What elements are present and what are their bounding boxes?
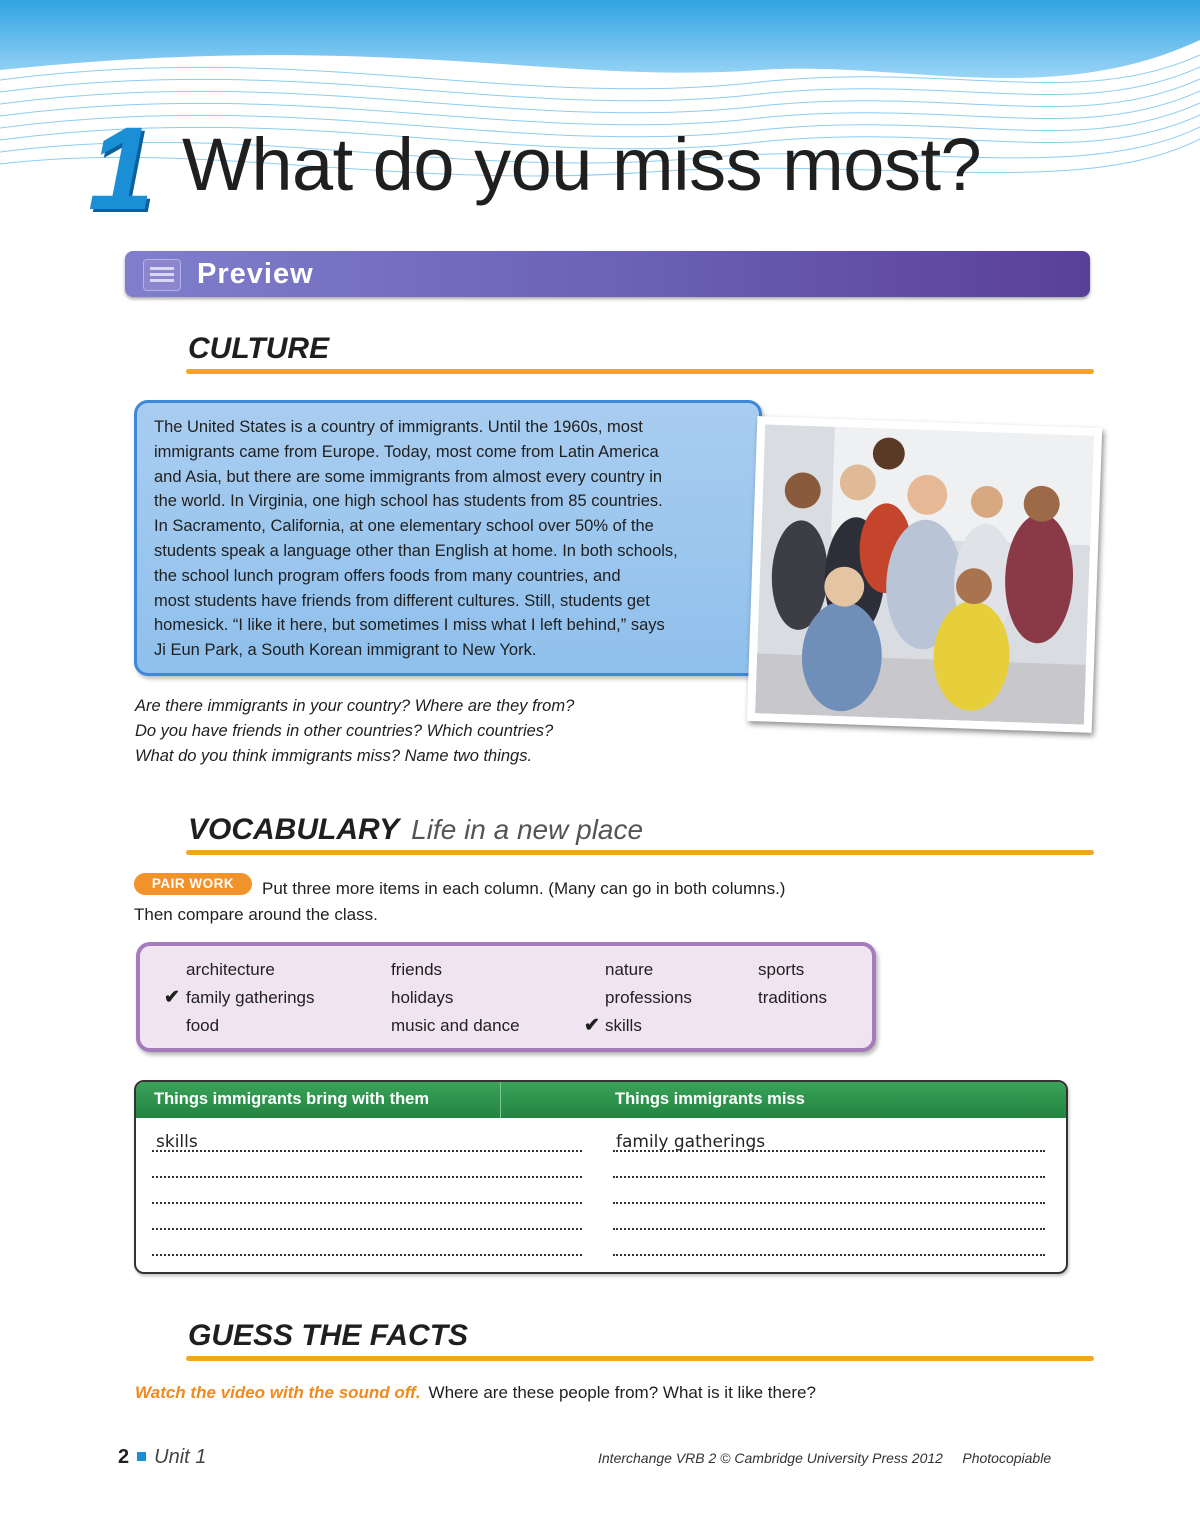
- word-item: nature: [605, 960, 654, 979]
- page-title: What do you miss most?: [182, 123, 982, 206]
- checkmark-icon: ✔: [164, 987, 180, 1008]
- word-item: food: [186, 1016, 220, 1035]
- culture-line: homesick. “I like it here, but sometimes I miss what I left behind,” says: [154, 616, 665, 635]
- culture-line: Ji Eun Park, a South Korean immigrant to New York.: [154, 641, 537, 660]
- word-item: traditions: [758, 988, 827, 1007]
- guess-rule: [186, 1356, 1094, 1361]
- write-line[interactable]: [613, 1176, 1045, 1178]
- copyright-credit: Interchange VRB 2 © Cambridge University Press 2012 Photocopiable: [598, 1450, 1052, 1466]
- write-line[interactable]: [152, 1228, 582, 1230]
- word-item: holidays: [391, 988, 454, 1007]
- culture-line: most students have friends from different cultures. Still, students get: [154, 591, 650, 610]
- word-item: architecture: [186, 960, 275, 979]
- unit-label: Unit 1: [154, 1446, 207, 1468]
- preview-banner: [125, 251, 1090, 297]
- question-line: Do you have friends in other countries? Which countries?: [135, 722, 554, 740]
- column-header-bring: Things immigrants bring with them: [154, 1090, 430, 1108]
- vocabulary-title: VOCABULARY: [188, 813, 400, 846]
- unit-number: 1: [88, 103, 154, 235]
- answer-entry: family gatherings: [616, 1132, 766, 1152]
- word-item: skills: [605, 1016, 642, 1035]
- menu-lines-icon: [143, 259, 181, 291]
- culture-line: In Sacramento, California, at one elementary school over 50% of the: [154, 517, 654, 536]
- write-line[interactable]: [152, 1254, 582, 1256]
- culture-text-box: [134, 400, 762, 676]
- vocabulary-heading: [188, 815, 643, 845]
- vocabulary-rule: [186, 850, 1094, 855]
- culture-line: immigrants came from Europe. Today, most come from Latin America: [154, 442, 659, 461]
- word-item: family gatherings: [186, 988, 315, 1007]
- culture-questions: [135, 694, 574, 769]
- culture-rule: [186, 369, 1094, 374]
- word-item: sports: [758, 960, 805, 979]
- culture-line: the school lunch program offers foods from many countries, and: [154, 566, 621, 585]
- write-line[interactable]: [152, 1176, 582, 1178]
- write-line[interactable]: [152, 1202, 582, 1204]
- word-item: professions: [605, 988, 692, 1007]
- write-line[interactable]: [613, 1150, 1045, 1152]
- question-line: Are there immigrants in your country? Where are they from?: [135, 697, 575, 715]
- column-header-miss: Things immigrants miss: [615, 1090, 805, 1108]
- culture-line: The United States is a country of immigrants. Until the 1960s, most: [154, 418, 643, 436]
- culture-line: the world. In Virginia, one high school has students from 85 countries.: [154, 492, 663, 511]
- preview-label: Preview: [197, 258, 314, 290]
- write-line[interactable]: [152, 1150, 582, 1152]
- culture-line: and Asia, but there are some immigrants from almost every country in: [154, 467, 663, 486]
- write-line[interactable]: [613, 1254, 1045, 1256]
- group-photo: [747, 416, 1102, 733]
- page-number: 2: [118, 1446, 130, 1468]
- page-footer: [118, 1446, 206, 1469]
- guess-heading: GUESS THE FACTS: [188, 1319, 469, 1352]
- vocabulary-table: [134, 1080, 1068, 1274]
- word-item: friends: [391, 960, 443, 979]
- culture-line: students speak a language other than English at home. In both schools,: [154, 541, 678, 560]
- vocabulary-subtitle: Life in a new place: [411, 814, 644, 845]
- checkmark-icon: ✔: [584, 1015, 600, 1036]
- table-header: [136, 1082, 1066, 1118]
- culture-paragraph: [154, 415, 744, 663]
- word-bank: [136, 942, 876, 1052]
- guess-accent: Watch the video with the sound off.: [135, 1383, 421, 1402]
- guess-instruction: [135, 1383, 816, 1403]
- answer-entry: skills: [156, 1132, 198, 1152]
- write-line[interactable]: [613, 1202, 1045, 1204]
- vocabulary-instruction: Put three more items in each column. (Many can go in both columns.) Then compare around the class.: [134, 879, 786, 924]
- word-item: music and dance: [391, 1016, 520, 1035]
- pair-work-badge: PAIR WORK: [134, 873, 252, 895]
- question-line: What do you think immigrants miss? Name two things.: [135, 747, 533, 765]
- guess-question: Where are these people from? What is it like there?: [428, 1383, 816, 1402]
- culture-heading: CULTURE: [188, 332, 330, 365]
- square-bullet-icon: [137, 1452, 146, 1461]
- write-line[interactable]: [613, 1228, 1045, 1230]
